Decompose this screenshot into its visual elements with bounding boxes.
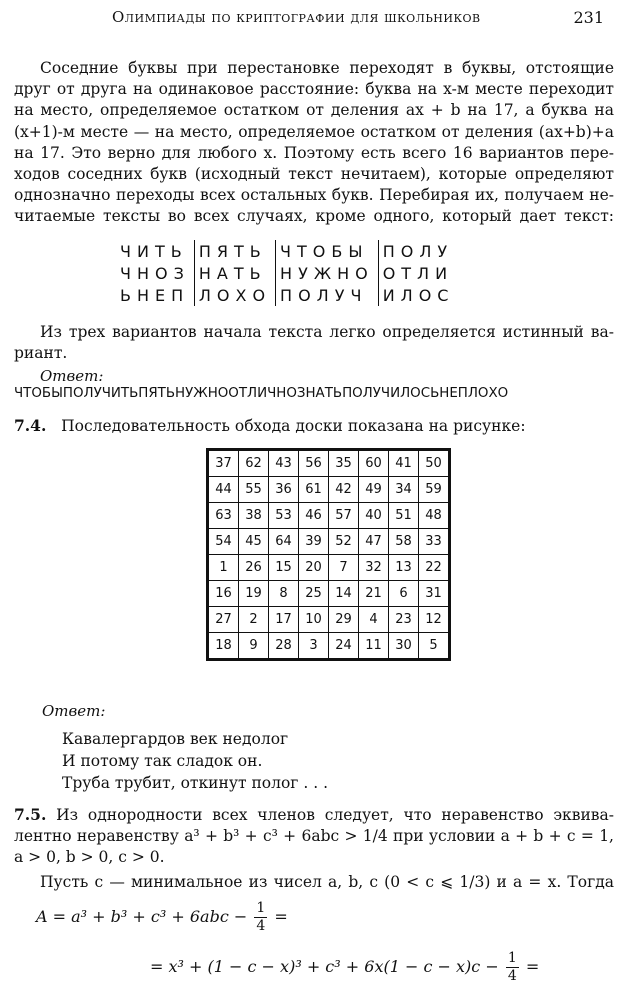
board-cell: 42: [329, 477, 359, 503]
section-line: лентно неравенству a³ + b³ + c³ + 6abc > 1/4 при условии a + b + c = 1,: [14, 827, 614, 846]
board-cell: 55: [239, 477, 269, 503]
letter-row: [116, 262, 458, 284]
knight-tour-board: [206, 448, 451, 661]
intro-line: (x+1)-м месте — на место, определяемое остатком от деления (ax+b)+a: [14, 122, 614, 141]
after-table-paragraph: [14, 322, 614, 364]
letter-cell: ЬНЕП: [120, 285, 190, 305]
board-cell: 13: [389, 555, 419, 581]
board-cell: 26: [239, 555, 269, 581]
fraction-numerator: 1: [507, 950, 517, 966]
intro-line: ходов соседних букв (исходный текст нечитаем), которые определяют: [14, 165, 614, 184]
board-cell: 32: [359, 555, 389, 581]
formula-line-1: [36, 900, 288, 935]
board-cell: 48: [419, 503, 450, 529]
board-cell: 19: [239, 581, 269, 607]
answer-label: Ответ:: [40, 367, 104, 385]
board-cell: 15: [269, 555, 299, 581]
board-cell: 9: [239, 633, 269, 660]
board-cell: 60: [359, 450, 389, 477]
board-row: [208, 503, 450, 529]
fraction-numerator: 1: [256, 900, 266, 916]
board-cell: 11: [359, 633, 389, 660]
formula-text: =: [274, 907, 288, 926]
board-cell: 16: [208, 581, 239, 607]
letter-cell: ЧНОЗ: [120, 263, 190, 283]
fraction: [254, 900, 267, 935]
intro-line: Соседние буквы при перестановке переходят в буквы, отстоящие: [40, 59, 614, 77]
intro-line: однозначно переходы всех остальных букв. Перебирая их, получаем не-: [14, 186, 614, 205]
board-cell: 57: [329, 503, 359, 529]
fraction: [506, 950, 519, 985]
board-cell: 7: [329, 555, 359, 581]
board-cell: 10: [299, 607, 329, 633]
intro-line: на 17. Это верно для любого x. Поэтому есть всего 16 вариантов пере-: [14, 143, 614, 162]
intro-line: читаемые тексты во всех случаях, кроме одного, который дает текст:: [14, 207, 614, 226]
board-cell: 51: [389, 503, 419, 529]
board-cell: 14: [329, 581, 359, 607]
board-cell: 17: [269, 607, 299, 633]
board-row: [208, 607, 450, 633]
letter-row: [116, 284, 458, 306]
letter-cell: ПЯТЬ: [194, 240, 275, 262]
board-cell: 30: [389, 633, 419, 660]
board-cell: 62: [239, 450, 269, 477]
letter-cell: НАТЬ: [194, 262, 275, 284]
answer-text: ЧТОБЫПОЛУЧИТЬПЯТЬНУЖНООТЛИЧНОЗНАТЬПОЛУЧИЛОСЬНЕПЛОХО: [14, 386, 509, 401]
after-table-line: риант.: [14, 344, 68, 363]
intro-line: на место, определяемое остатком от деления ax + b на 17, а буква на: [14, 101, 614, 120]
letter-cell: ИЛОС: [378, 284, 458, 306]
letter-cell: ЛОХО: [194, 284, 275, 306]
board-cell: 5: [419, 633, 450, 660]
board-cell: 31: [419, 581, 450, 607]
letter-cell: ЧТОБЫ: [276, 240, 379, 262]
board-cell: 61: [299, 477, 329, 503]
board-row: [208, 477, 450, 503]
board-cell: 63: [208, 503, 239, 529]
board-cell: 37: [208, 450, 239, 477]
board-cell: 24: [329, 633, 359, 660]
board-cell: 28: [269, 633, 299, 660]
board-cell: 49: [359, 477, 389, 503]
board-cell: 25: [299, 581, 329, 607]
intro-line: друг от друга на одинаковое расстояние: буква на x-м месте переходит: [14, 80, 614, 99]
board-cell: 56: [299, 450, 329, 477]
formula-text: = x³ + (1 − c − x)³ + c³ + 6x(1 − c − x)c −: [150, 957, 499, 976]
board-cell: 50: [419, 450, 450, 477]
intro-paragraph: [14, 58, 614, 228]
board-cell: 47: [359, 529, 389, 555]
fraction-denominator: 4: [256, 918, 266, 934]
board-cell: 2: [239, 607, 269, 633]
letter-cell: НУЖНО: [276, 262, 379, 284]
formula-text: =: [525, 957, 540, 976]
section-number: 7.4.: [14, 416, 47, 435]
board-cell: 8: [269, 581, 299, 607]
board-cell: 18: [208, 633, 239, 660]
board-cell: 45: [239, 529, 269, 555]
board-row: [208, 555, 450, 581]
section-text: Последовательность обхода доски показана на рисунке:: [61, 417, 526, 435]
board-cell: 36: [269, 477, 299, 503]
board-cell: 29: [329, 607, 359, 633]
board-cell: 58: [389, 529, 419, 555]
board-cell: 20: [299, 555, 329, 581]
board-cell: 38: [239, 503, 269, 529]
letter-cell: ПОЛУ: [378, 240, 458, 262]
board-cell: 12: [419, 607, 450, 633]
poem-line: И потому так сладок он.: [62, 752, 263, 770]
section-line: Из однородности всех членов следует, что неравенство эквива-: [56, 806, 614, 824]
section-7-5-paragraph: [14, 804, 614, 869]
poem-line: Труба трубит, откинут полог . . .: [62, 774, 328, 792]
board-cell: 35: [329, 450, 359, 477]
board-cell: 1: [208, 555, 239, 581]
decrypted-letter-table: [116, 240, 458, 306]
answer-label: Ответ:: [42, 702, 106, 720]
section-7-4-heading: [14, 415, 614, 437]
letter-cell: ОТЛИ: [378, 262, 458, 284]
board-cell: 40: [359, 503, 389, 529]
section-7-5-next: [14, 872, 614, 893]
board-cell: 27: [208, 607, 239, 633]
board-cell: 41: [389, 450, 419, 477]
formula-text: A = a³ + b³ + c³ + 6abc −: [36, 907, 248, 926]
poem-line: Кавалергардов век недолог: [62, 730, 289, 748]
board-cell: 21: [359, 581, 389, 607]
running-header-title: Олимпиады по криптографии для школьников: [112, 8, 481, 26]
board-row: [208, 633, 450, 660]
board-cell: 53: [269, 503, 299, 529]
section-line: a > 0, b > 0, c > 0.: [14, 848, 165, 867]
fraction-denominator: 4: [507, 968, 517, 984]
board-cell: 4: [359, 607, 389, 633]
board-cell: 22: [419, 555, 450, 581]
formula-line-2: [150, 950, 539, 985]
board-row: [208, 450, 450, 477]
section-line: Пусть c — минимальное из чисел a, b, c (0 < c ⩽ 1/3) и a = x. Тогда: [40, 873, 614, 891]
letter-cell: ПОЛУЧ: [276, 284, 379, 306]
board-cell: 44: [208, 477, 239, 503]
board-cell: 52: [329, 529, 359, 555]
board-cell: 34: [389, 477, 419, 503]
board-row: [208, 581, 450, 607]
answer-poem: [62, 728, 328, 794]
letter-row: [116, 240, 458, 262]
letter-cell: ЧИТЬ: [120, 241, 188, 261]
board-cell: 3: [299, 633, 329, 660]
board-cell: 39: [299, 529, 329, 555]
board-cell: 54: [208, 529, 239, 555]
board-cell: 46: [299, 503, 329, 529]
after-table-line: Из трех вариантов начала текста легко определяется истинный ва-: [40, 323, 614, 341]
board-cell: 33: [419, 529, 450, 555]
board-cell: 23: [389, 607, 419, 633]
board-cell: 64: [269, 529, 299, 555]
board-cell: 6: [389, 581, 419, 607]
board-cell: 43: [269, 450, 299, 477]
board-row: [208, 529, 450, 555]
board-cell: 59: [419, 477, 450, 503]
page-number: 231: [573, 8, 604, 27]
section-number: 7.5.: [14, 805, 47, 824]
